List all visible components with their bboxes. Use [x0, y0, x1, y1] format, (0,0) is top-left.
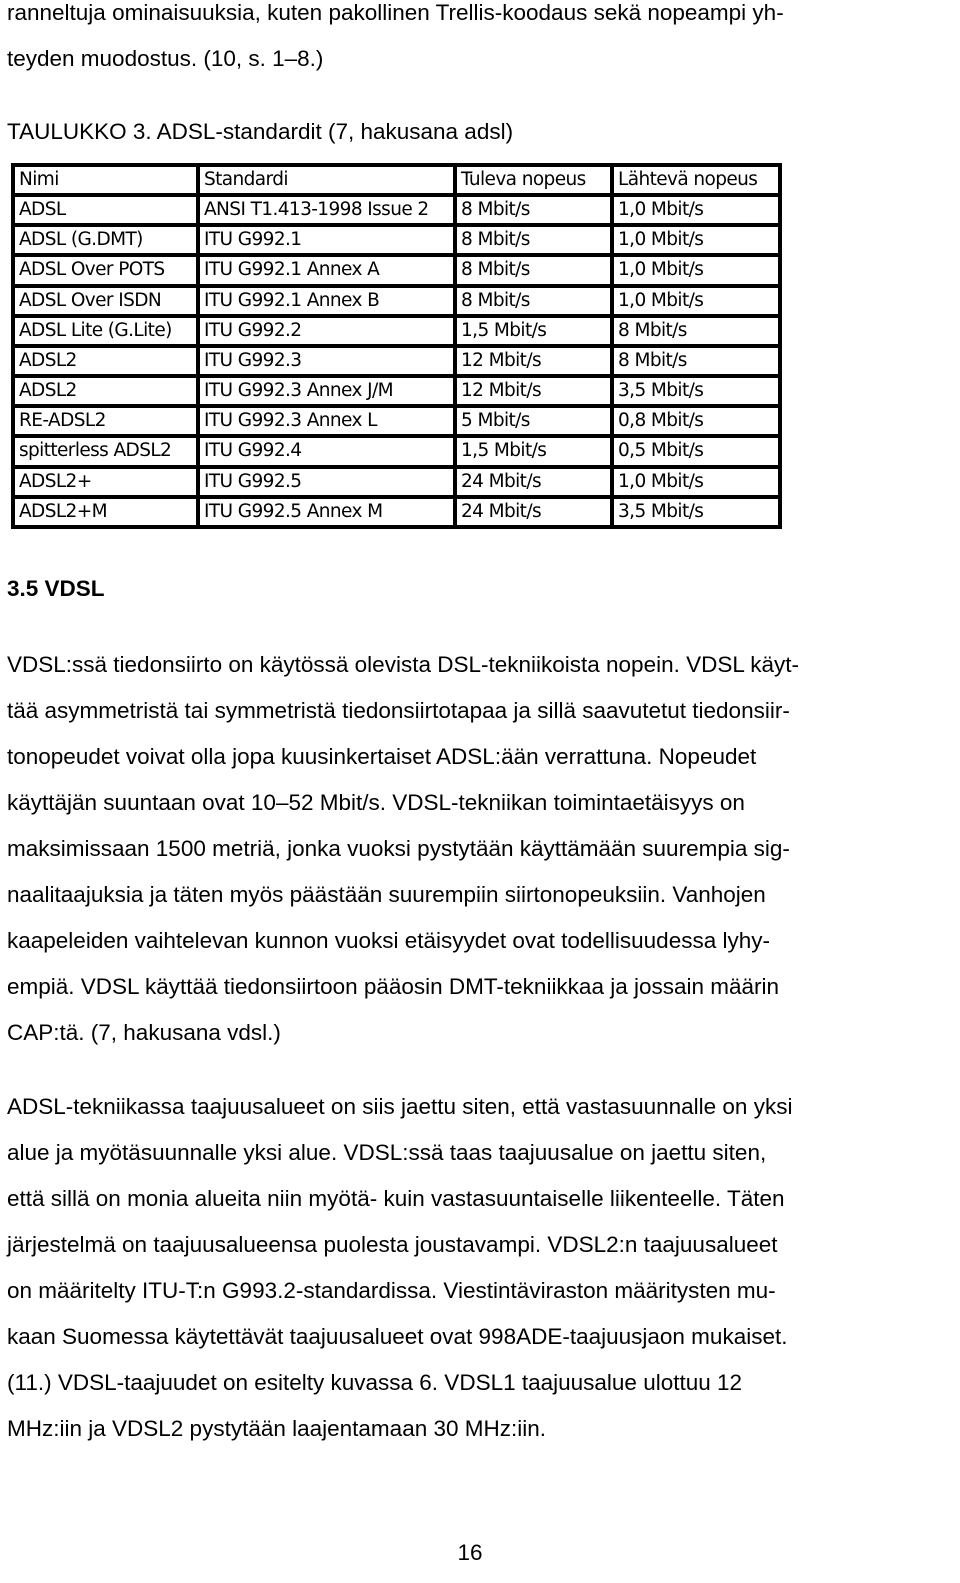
table-row — [15, 257, 778, 283]
cell-name: ADSL2+M — [15, 499, 196, 525]
cell-name: ADSL Over POTS — [15, 257, 196, 283]
text-line: VDSL:ssä tiedonsiirto on käytössä olevista DSL-tekniikoista nopein. VDSL käyt- — [7, 652, 800, 677]
cell-name: ADSL2 — [15, 378, 196, 404]
cell-downstream: 8 Mbit/s — [457, 288, 610, 314]
cell-name: ADSL2+ — [15, 469, 196, 495]
cell-name: ADSL2 — [15, 348, 196, 374]
text-line: järjestelmä on taajuusalueensa puolesta joustavampi. VDSL2:n taajuusalueet — [7, 1232, 778, 1257]
cell-standard: ITU G992.4 — [200, 438, 453, 464]
text-line: että sillä on monia alueita niin myötä- kuin vastasuuntaiselle liikenteelle. Täten — [7, 1186, 785, 1211]
text-line: tää asymmetristä tai symmetristä tiedonsiirtotapaa ja sillä saavutetut tiedonsiir- — [7, 698, 790, 723]
cell-upstream: 8 Mbit/s — [614, 348, 778, 374]
text-line: CAP:tä. (7, hakusana vdsl.) — [7, 1020, 281, 1045]
cell-upstream: 1,0 Mbit/s — [614, 288, 778, 314]
text-line: MHz:iin ja VDSL2 pystytään laajentamaan 30 MHz:iin. — [7, 1416, 547, 1441]
cell-upstream: 3,5 Mbit/s — [614, 378, 778, 404]
text-line: naalitaajuksia ja täten myös päästään suurempiin siirtonopeuksiin. Vanhojen — [7, 882, 766, 907]
cell-downstream: 1,5 Mbit/s — [457, 318, 610, 344]
cell-upstream: 1,0 Mbit/s — [614, 257, 778, 283]
text-line: ADSL-tekniikassa taajuusalueet on siis jaettu siten, että vastasuunnalle on yksi — [7, 1094, 793, 1119]
header-cell-lahteva-nopeus: Lähtevä nopeus — [614, 167, 778, 193]
cell-downstream: 12 Mbit/s — [457, 348, 610, 374]
adsl-standards-table — [11, 163, 782, 529]
cell-upstream: 8 Mbit/s — [614, 318, 778, 344]
text-line: maksimissaan 1500 metriä, jonka vuoksi pystytään käyttämään suurempia sig- — [7, 836, 790, 861]
cell-downstream: 8 Mbit/s — [457, 197, 610, 223]
text-line: alue ja myötäsuunnalle yksi alue. VDSL:ssä taas taajuusalue on jaettu siten, — [7, 1140, 767, 1165]
cell-downstream: 12 Mbit/s — [457, 378, 610, 404]
cell-name: spitterless ADSL2 — [15, 438, 196, 464]
text-line: tonopeudet voivat olla jopa kuusinkertaiset ADSL:ään verrattuna. Nopeudet — [7, 744, 757, 769]
cell-upstream: 1,0 Mbit/s — [614, 469, 778, 495]
cell-downstream: 1,5 Mbit/s — [457, 438, 610, 464]
cell-standard: ITU G992.1 Annex B — [200, 288, 453, 314]
table-caption: TAULUKKO 3. ADSL-standardit (7, hakusana adsl) — [7, 119, 514, 144]
table-grid — [11, 163, 782, 529]
cell-upstream: 1,0 Mbit/s — [614, 197, 778, 223]
adsl-frequency-paragraph — [7, 1084, 949, 1452]
text-line: kaan Suomessa käytettävät taajuusalueet ovat 998ADE-taajuusjaon mukaiset. — [7, 1324, 788, 1349]
cell-name: ADSL Over ISDN — [15, 288, 196, 314]
table-row — [15, 348, 778, 374]
cell-standard: ITU G992.3 Annex L — [200, 408, 453, 434]
cell-downstream: 8 Mbit/s — [457, 227, 610, 253]
cell-standard: ITU G992.3 Annex J/M — [200, 378, 453, 404]
text-line: käyttäjän suuntaan ovat 10–52 Mbit/s. VDSL-tekniikan toimintaetäisyys on — [7, 790, 745, 815]
cell-standard: ITU G992.5 — [200, 469, 453, 495]
text-line: kaapeleiden vaihtelevan kunnon vuoksi etäisyydet ovat todellisuudessa lyhy- — [7, 928, 770, 953]
cell-upstream: 0,8 Mbit/s — [614, 408, 778, 434]
cell-upstream: 3,5 Mbit/s — [614, 499, 778, 525]
cell-name: ADSL (G.DMT) — [15, 227, 196, 253]
text-line: empiä. VDSL käyttää tiedonsiirtoon pääosin DMT-tekniikkaa ja jossain määrin — [7, 974, 780, 999]
table-header-row — [15, 167, 778, 193]
section-heading: 3.5 VDSL — [7, 576, 105, 601]
cell-downstream: 24 Mbit/s — [457, 469, 610, 495]
table-row — [15, 438, 778, 464]
header-cell-nimi: Nimi — [15, 167, 196, 193]
cell-standard: ITU G992.5 Annex M — [200, 499, 453, 525]
table-row — [15, 499, 778, 525]
vdsl-paragraph — [7, 642, 949, 1056]
cell-downstream: 8 Mbit/s — [457, 257, 610, 283]
cell-name: RE-ADSL2 — [15, 408, 196, 434]
text-line: (11.) VDSL-taajuudet on esitelty kuvassa 6. VDSL1 taajuusalue ulottuu 12 — [7, 1370, 743, 1395]
cell-standard: ITU G992.3 — [200, 348, 453, 374]
page-number: 16 — [457, 1540, 483, 1565]
cell-name: ADSL — [15, 197, 196, 223]
table-row — [15, 318, 778, 344]
header-cell-standardi: Standardi — [200, 167, 453, 193]
cell-standard: ITU G992.1 — [200, 227, 453, 253]
text-line: teyden muodostus. (10, s. 1–8.) — [7, 46, 324, 71]
table-row — [15, 469, 778, 495]
text-line: ranneltuja ominaisuuksia, kuten pakollinen Trellis-koodaus sekä nopeampi yh- — [7, 0, 784, 25]
header-cell-tuleva-nopeus: Tuleva nopeus — [457, 167, 610, 193]
table-row — [15, 197, 778, 223]
cell-upstream: 0,5 Mbit/s — [614, 438, 778, 464]
cell-downstream: 24 Mbit/s — [457, 499, 610, 525]
cell-name: ADSL Lite (G.Lite) — [15, 318, 196, 344]
cell-downstream: 5 Mbit/s — [457, 408, 610, 434]
text-line: on määritelty ITU-T:n G993.2-standardissa. Viestintäviraston määritysten mu- — [7, 1278, 776, 1303]
table-row — [15, 378, 778, 404]
cell-standard: ITU G992.1 Annex A — [200, 257, 453, 283]
table-row — [15, 288, 778, 314]
cell-standard: ANSI T1.413-1998 Issue 2 — [200, 197, 453, 223]
table-row — [15, 408, 778, 434]
intro-paragraph — [7, 0, 949, 82]
cell-standard: ITU G992.2 — [200, 318, 453, 344]
cell-upstream: 1,0 Mbit/s — [614, 227, 778, 253]
table-row — [15, 227, 778, 253]
